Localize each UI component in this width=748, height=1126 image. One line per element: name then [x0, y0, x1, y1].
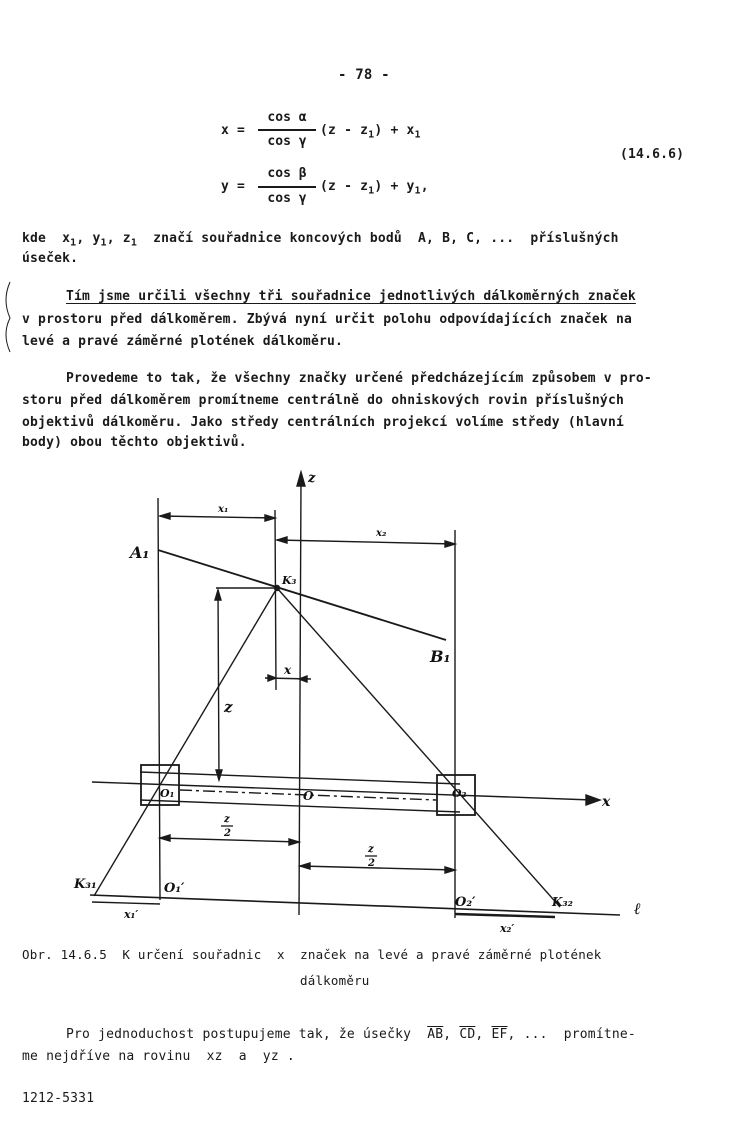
label-x1-prime: x₁′: [124, 908, 139, 921]
page-number: - 78 -: [338, 67, 390, 83]
figure-caption-line-2: dálkoměru: [300, 973, 370, 988]
left-vertical-line: [158, 498, 160, 900]
label-o1: O₁: [160, 787, 175, 800]
label-k3-left: K₃₁: [74, 877, 97, 892]
ray-k3-right: [277, 588, 560, 907]
label-k3-right: K₃₂: [552, 895, 573, 909]
eq-y-rhs: $(z - z_1) + y_1$,: [320, 179, 429, 197]
paragraph-1-line-1: kde $x_1$, $y_1$, $z_1$ značí souřadnice koncových bodů A, B, C, ... příslušných: [22, 231, 619, 249]
x-axis-arrow: [586, 795, 600, 805]
eq-y-numerator: cos β: [267, 166, 307, 181]
label-x-small: x: [284, 663, 292, 677]
paragraph-3-line-2: storu před dálkoměrem promítneme centrálně do ohniskových rovin příslušných: [22, 393, 624, 408]
label-half-z-right-num: z: [368, 844, 374, 855]
paragraph-bottom-line-1: Pro jednoduchost postupujeme tak, že úsečky $\overline{AB}$, $\overline{CD}$, $\overline{EF}$, ... promítne-: [66, 1027, 636, 1042]
footer-code: 1212-5331: [22, 1091, 95, 1106]
paragraph-2-line-3: levé a pravé záměrné plotének dálkoměru.: [22, 334, 344, 349]
dim-half-z-right: [300, 866, 455, 870]
ray-k3-left: [94, 588, 277, 896]
label-o-center: O: [303, 789, 314, 803]
focal-plane-line-l: [90, 895, 620, 915]
paragraph-3-line-4: body) obou těchto objektivů.: [22, 435, 247, 450]
z-axis-arrow: [297, 472, 305, 486]
eq-x-rhs: $(z - z_1) + x_1$: [320, 123, 421, 141]
label-o2: O₂: [452, 787, 467, 800]
eq-y-lhs: y =: [221, 179, 246, 194]
point-k3: [275, 586, 280, 591]
k3-vertical-line: [275, 510, 276, 690]
eq-x-numerator: cos α: [267, 110, 307, 125]
line-a1-b1: [158, 550, 446, 640]
paragraph-bottom-line-2: me nejdříve na rovinu xz a yz .: [22, 1049, 295, 1064]
label-a1: A₁: [130, 543, 150, 562]
paragraph-2-line-2: v prostoru před dálkoměrem. Zbývá nyní určit polohu odpovídajících značek na: [22, 312, 633, 327]
label-x-axis: x: [602, 794, 611, 810]
label-half-z-right-den: 2: [368, 858, 375, 869]
label-x1-top: x₁: [218, 504, 229, 515]
eq-x-lhs: x =: [221, 123, 246, 138]
label-z-axis: z: [308, 471, 316, 486]
paragraph-2-line-1: Tím jsme určili všechny tři souřadnice jednotlivých dálkoměrných značek: [66, 289, 636, 304]
z-axis-line: [299, 480, 301, 915]
label-z-dim: z: [224, 698, 233, 716]
dim-x1-line: [160, 516, 275, 518]
dim-z-line: [218, 590, 219, 780]
label-half-z-left-num: z: [224, 814, 230, 825]
eq-x-denominator: cos γ: [267, 134, 307, 149]
dim-x1p-line: [92, 902, 160, 904]
label-k3: K₃: [282, 574, 297, 587]
label-x2-top: x₂: [376, 528, 387, 539]
paragraph-1-line-2: úseček.: [22, 251, 79, 266]
dim-x2-line: [277, 540, 455, 544]
equation-number: (14.6.6): [620, 147, 685, 162]
figure-caption-line-1: Obr. 14.6.5 K určení souřadnic x značek na levé a pravé záměrné plotének: [22, 947, 602, 962]
margin-bracket: [6, 282, 10, 352]
label-l-line: ℓ: [634, 899, 641, 918]
label-b1: B₁: [430, 647, 451, 666]
dim-x2p-line: [455, 914, 555, 917]
eq-y-denominator: cos γ: [267, 191, 307, 206]
paragraph-3-line-3: objektivů dálkoměru. Jako středy centrálních projekcí volíme středy (hlavní: [22, 415, 624, 430]
paragraph-3-line-1: Provedeme to tak, že všechny značky určené předcházejícím způsobem v pro-: [66, 371, 652, 386]
label-x2-prime: x₂′: [500, 922, 515, 935]
label-o2-prime: O₂′: [455, 895, 476, 910]
label-half-z-left-den: 2: [224, 828, 231, 839]
label-o1-prime: O₁′: [164, 881, 185, 896]
